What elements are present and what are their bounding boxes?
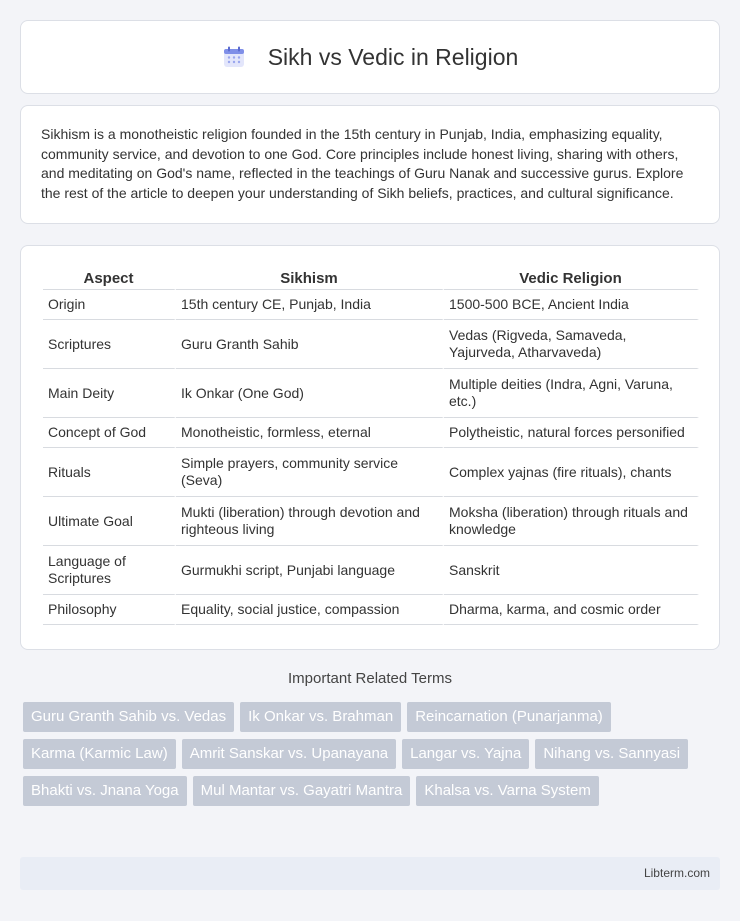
header-sikhism: Sikhism (176, 264, 444, 290)
aspect-cell: Main Deity (43, 369, 176, 418)
sikhism-cell: Mukti (liberation) through devotion and righteous living (176, 497, 444, 546)
footer-link[interactable]: Libterm.com (643, 866, 710, 880)
vedic-cell: 1500-500 BCE, Ancient India (444, 290, 699, 320)
table-row (43, 497, 699, 546)
vedic-cell: Polytheistic, natural forces personified (444, 418, 699, 448)
related-term-tag[interactable]: Nihang vs. Sannyasi (535, 739, 688, 769)
related-term-tag[interactable]: Bhakti vs. Jnana Yoga (23, 776, 187, 806)
sikhism-cell: 15th century CE, Punjab, India (176, 290, 444, 320)
intro-text: Sikhism is a monotheistic religion founded in the 15th century in Punjab, India, emphasizing equality, community service, and devotion to one God. Core principles include honest living, sharing with others, and meditating on God's name, reflected in the teachings of Guru Nanak and successive gurus. Explore the rest of the article to deepen your understanding of Sikh beliefs, practices, and cultural significance. (41, 126, 684, 201)
vedic-cell: Moksha (liberation) through rituals and knowledge (444, 497, 699, 546)
calendar-icon (222, 45, 246, 69)
aspect-cell: Rituals (43, 448, 176, 497)
vedic-cell: Sanskrit (444, 546, 699, 595)
vedic-cell: Dharma, karma, and cosmic order (444, 595, 699, 625)
table-row (43, 320, 699, 369)
related-term-tag[interactable]: Karma (Karmic Law) (23, 739, 176, 769)
aspect-cell: Language of Scriptures (43, 546, 176, 595)
sikhism-cell: Ik Onkar (One God) (176, 369, 444, 418)
header-vedic: Vedic Religion (444, 264, 699, 290)
aspect-cell: Philosophy (43, 595, 176, 625)
related-term-tag[interactable]: Mul Mantar vs. Gayatri Mantra (193, 776, 411, 806)
comparison-table-card (20, 245, 720, 650)
table-row (43, 418, 699, 448)
related-term-tag[interactable]: Langar vs. Yajna (402, 739, 529, 769)
related-terms-title: Important Related Terms (288, 670, 452, 687)
sikhism-cell: Simple prayers, community service (Seva) (176, 448, 444, 497)
vedic-cell: Multiple deities (Indra, Agni, Varuna, etc.) (444, 369, 699, 418)
intro-card (20, 105, 720, 224)
related-term-tag[interactable]: Khalsa vs. Varna System (416, 776, 598, 806)
table-header-row (43, 264, 699, 290)
aspect-cell: Concept of God (43, 418, 176, 448)
vedic-cell: Vedas (Rigveda, Samaveda, Yajurveda, Atharvaveda) (444, 320, 699, 369)
comparison-table (43, 264, 699, 625)
table-row (43, 448, 699, 497)
aspect-cell: Origin (43, 290, 176, 320)
sikhism-cell: Gurmukhi script, Punjabi language (176, 546, 444, 595)
footer (20, 857, 720, 890)
table-row (43, 369, 699, 418)
table-row (43, 546, 699, 595)
header-card (20, 20, 720, 94)
related-term-tag[interactable]: Ik Onkar vs. Brahman (240, 702, 401, 732)
related-terms-list (23, 702, 723, 806)
sikhism-cell: Monotheistic, formless, eternal (176, 418, 444, 448)
table-row (43, 595, 699, 625)
aspect-cell: Scriptures (43, 320, 176, 369)
related-term-tag[interactable]: Guru Granth Sahib vs. Vedas (23, 702, 234, 732)
vedic-cell: Complex yajnas (fire rituals), chants (444, 448, 699, 497)
aspect-cell: Ultimate Goal (43, 497, 176, 546)
sikhism-cell: Equality, social justice, compassion (176, 595, 444, 625)
related-term-tag[interactable]: Reincarnation (Punarjanma) (407, 702, 611, 732)
related-term-tag[interactable]: Amrit Sanskar vs. Upanayana (182, 739, 396, 769)
page-title: Sikh vs Vedic in Religion (267, 43, 519, 70)
sikhism-cell: Guru Granth Sahib (176, 320, 444, 369)
table-row (43, 290, 699, 320)
header-aspect: Aspect (43, 264, 176, 290)
